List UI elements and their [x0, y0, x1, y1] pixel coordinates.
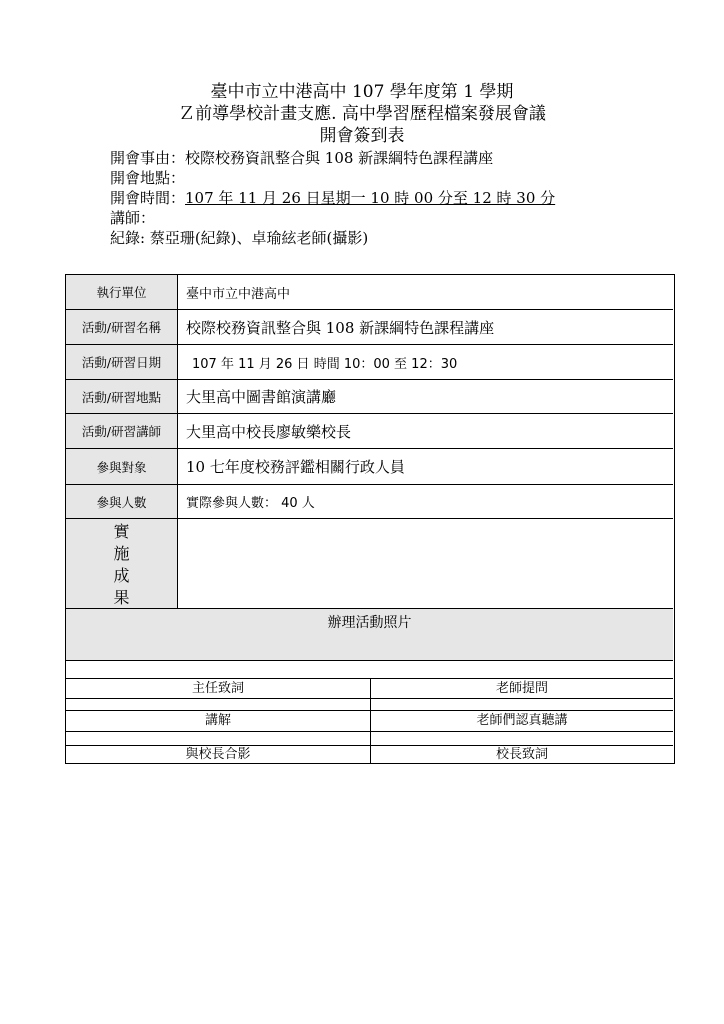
- photo-spacer: [66, 732, 371, 746]
- row-label: 活動/研習日期: [66, 345, 178, 379]
- row-value: 校際校務資訊整合與 108 新課綱特色課程講座: [186, 318, 495, 337]
- row-label: 參與對象: [66, 449, 178, 484]
- photo-spacer: [371, 732, 673, 746]
- row-value: 大里高中校長廖敏樂校長: [186, 422, 352, 441]
- table-row: [66, 485, 673, 519]
- row-value: 臺中市立中港高中: [186, 286, 291, 302]
- meeting-location: 開會地點：: [110, 169, 186, 187]
- results-label-char: 實: [113, 522, 130, 541]
- photo-caption: 老師提問: [371, 679, 673, 699]
- activity-table: [65, 274, 675, 764]
- header-line-2: Ｚ前導學校計畫支應. 高中學習歷程檔案發展會議: [178, 104, 546, 124]
- photo-spacer: [371, 699, 673, 711]
- photo-caption: 講解: [66, 711, 371, 732]
- table-row: [66, 380, 673, 414]
- results-label-char: 成: [113, 566, 130, 585]
- meeting-time: [110, 188, 555, 208]
- photo-caption: 主任致詞: [66, 679, 371, 699]
- results-row: [66, 519, 673, 609]
- row-label: 活動/研習地點: [66, 380, 178, 413]
- meeting-subject: 開會事由：校際校務資訊整合與 108 新課綱特色課程講座: [110, 149, 494, 167]
- table-row: [66, 310, 673, 345]
- photo-caption: 老師們認真聽講: [371, 711, 673, 732]
- meeting-time-label: 開會時間：: [110, 189, 186, 207]
- table-row: [66, 449, 673, 485]
- results-label: [66, 519, 178, 608]
- row-label: 執行單位: [66, 275, 178, 309]
- row-value: 實際參與人數： 40 人: [186, 496, 315, 511]
- photo-caption: 與校長合影: [66, 746, 371, 763]
- row-label: 參與人數: [66, 485, 178, 518]
- results-label-char: 果: [113, 588, 130, 607]
- row-value: 大里高中圖書館演講廳: [186, 388, 337, 406]
- row-value: 107 年 11 月 26 日 時間 10：00 至 12：30: [192, 356, 458, 372]
- meeting-lecturer: 講師：: [110, 209, 156, 227]
- header-line-3: 開會簽到表: [319, 126, 405, 146]
- meeting-recorder: 紀錄: 蔡亞珊(紀錄)、卓瑜絃老師(攝影): [110, 229, 369, 247]
- header-line-1: 臺中市立中港高中 107 學年度第 1 學期: [210, 82, 514, 102]
- table-row: [66, 414, 673, 449]
- meeting-time-value: 107 年 11 月 26 日星期一 10 時 00 分至 12 時 30 分: [185, 189, 556, 207]
- row-label: 活動/研習講師: [66, 414, 178, 448]
- row-value: 10 七年度校務評鑑相關行政人員: [186, 458, 405, 476]
- results-label-char: 施: [113, 544, 130, 563]
- table-row: [66, 345, 673, 380]
- photo-spacer: [66, 699, 371, 711]
- photo-spacer: [66, 661, 673, 679]
- photo-caption: 校長致詞: [495, 747, 548, 762]
- row-label: 活動/研習名稱: [66, 310, 178, 344]
- table-row: [66, 275, 673, 310]
- photos-title: 辦理活動照片: [66, 609, 673, 661]
